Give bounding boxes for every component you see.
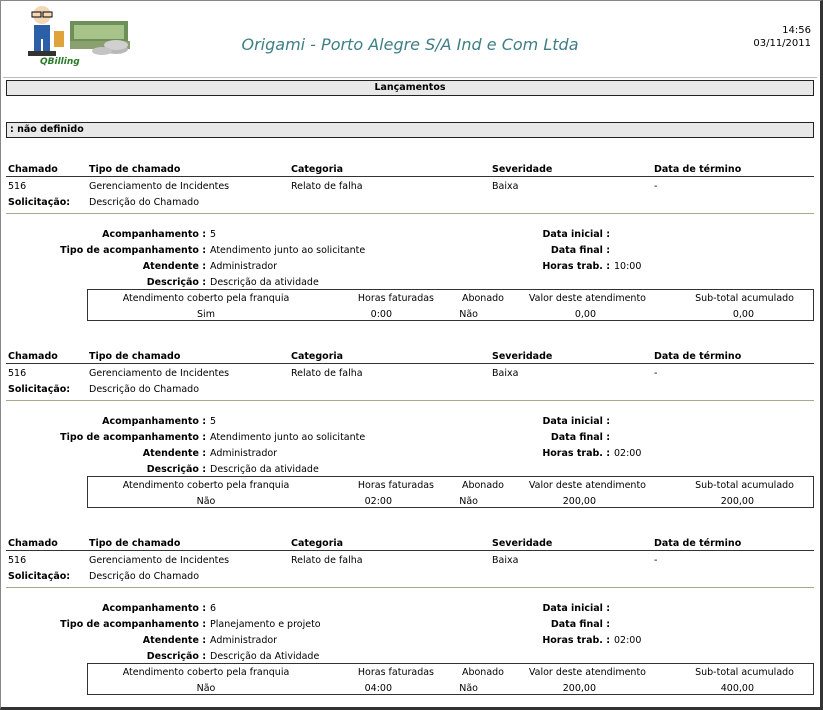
qbilling-logo (20, 5, 138, 69)
atendente-label: Atendente : (142, 448, 206, 459)
company-name: Origami - Porto Alegre S/A Ind e Com Ltda (241, 35, 579, 54)
coberto-value: Sim (197, 309, 215, 320)
data-termino-value: - (654, 181, 658, 192)
data-inicial-label: Data inicial : (542, 416, 610, 427)
col-chamado: Chamado (8, 351, 58, 362)
abonado-value: Não (459, 309, 478, 320)
categoria-value: Relato de falha (291, 368, 363, 379)
categoria-value: Relato de falha (291, 181, 363, 192)
data-final-label: Data final : (550, 245, 610, 256)
horas-trab-value: 02:00 (614, 448, 642, 459)
acompanhamento-value: 5 (210, 416, 217, 427)
tipo-chamado-value: Gerenciamento de Incidentes (89, 181, 230, 192)
report-time: 14:56 (782, 25, 811, 36)
subtotal-header: Sub-total acumulado (695, 667, 794, 678)
horas-faturadas-value: 04:00 (364, 683, 392, 694)
col-severidade: Severidade (492, 538, 553, 549)
data-final-label: Data final : (550, 619, 610, 630)
subtotal-value: 400,00 (720, 683, 754, 694)
abonado-header: Abonado (461, 667, 504, 678)
atendente-label: Atendente : (142, 635, 206, 646)
tipo-acompanhamento-label: Tipo de acompanhamento : (60, 619, 206, 630)
chamado-value: 516 (8, 368, 27, 379)
data-termino-value: - (654, 555, 658, 566)
billing-summary-box (87, 289, 814, 321)
coberto-value: Não (196, 496, 216, 507)
horas-trab-value: 02:00 (614, 635, 642, 646)
data-final-label: Data final : (550, 432, 610, 443)
report-date: 03/11/2011 (753, 38, 811, 49)
solicitacao-label: Solicitação: (8, 197, 71, 208)
acompanhamento-label: Acompanhamento : (102, 229, 206, 240)
acompanhamento-label: Acompanhamento : (102, 416, 206, 427)
valor-value: 200,00 (562, 496, 596, 507)
group-title: : não definido (6, 122, 814, 138)
abonado-value: Não (459, 683, 478, 694)
col-data-termino: Data de término (654, 351, 742, 362)
atendente-value: Administrador (210, 261, 278, 272)
horas-faturadas-header: Horas faturadas (357, 480, 434, 491)
subtotal-value: 0,00 (732, 309, 754, 320)
atendente-label: Atendente : (142, 261, 206, 272)
tipo-chamado-value: Gerenciamento de Incidentes (89, 368, 230, 379)
horas-trab-label: Horas trab. : (542, 635, 610, 646)
col-data-termino: Data de término (654, 164, 742, 175)
acompanhamento-label: Acompanhamento : (102, 603, 206, 614)
data-inicial-label: Data inicial : (542, 603, 610, 614)
solicitacao-label: Solicitação: (8, 384, 71, 395)
valor-value: 0,00 (574, 309, 596, 320)
valor-value: 200,00 (562, 683, 596, 694)
atendente-value: Administrador (210, 635, 278, 646)
tipo-acompanhamento-label: Tipo de acompanhamento : (60, 432, 206, 443)
valor-header: Valor deste atendimento (528, 480, 646, 491)
col-categoria: Categoria (291, 538, 344, 549)
descricao-label: Descrição : (146, 464, 206, 475)
chamado-value: 516 (8, 555, 27, 566)
report-datetime (753, 24, 811, 50)
record-rule (6, 587, 814, 588)
record-rule (6, 400, 814, 401)
abonado-header: Abonado (461, 480, 504, 491)
col-chamado: Chamado (8, 164, 58, 175)
acompanhamento-value: 6 (210, 603, 217, 614)
acompanhamento-value: 5 (210, 229, 217, 240)
col-severidade: Severidade (492, 351, 553, 362)
section-title: Lançamentos (6, 80, 814, 96)
descricao-label: Descrição : (146, 277, 206, 288)
coberto-value: Não (196, 683, 216, 694)
col-tipo-chamado: Tipo de chamado (89, 164, 181, 175)
abonado-value: Não (459, 496, 478, 507)
tipo-acompanhamento-label: Tipo de acompanhamento : (60, 245, 206, 256)
solicitacao-value: Descrição do Chamado (89, 197, 200, 208)
solicitacao-value: Descrição do Chamado (89, 571, 200, 582)
col-chamado: Chamado (8, 538, 58, 549)
subtotal-header: Sub-total acumulado (695, 480, 794, 491)
logo-text: QBilling (40, 57, 80, 67)
descricao-value: Descrição da atividade (210, 464, 319, 475)
chamado-value: 516 (8, 181, 27, 192)
horas-trab-label: Horas trab. : (542, 261, 610, 272)
atendente-value: Administrador (210, 448, 278, 459)
col-data-termino: Data de término (654, 538, 742, 549)
severidade-value: Baixa (492, 555, 519, 566)
col-categoria: Categoria (291, 164, 344, 175)
abonado-header: Abonado (461, 293, 504, 304)
tipo-acompanhamento-value: Planejamento e projeto (210, 619, 321, 630)
descricao-value: Descrição da Atividade (210, 651, 320, 662)
horas-trab-value: 10:00 (614, 261, 642, 272)
horas-faturadas-header: Horas faturadas (357, 293, 434, 304)
tipo-chamado-value: Gerenciamento de Incidentes (89, 555, 230, 566)
descricao-label: Descrição : (146, 651, 206, 662)
data-termino-value: - (654, 368, 658, 379)
horas-faturadas-value: 0:00 (370, 309, 392, 320)
severidade-value: Baixa (492, 368, 519, 379)
col-tipo-chamado: Tipo de chamado (89, 538, 181, 549)
billing-summary-box (87, 476, 814, 508)
descricao-value: Descrição da atividade (210, 277, 319, 288)
solicitacao-label: Solicitação: (8, 571, 71, 582)
col-categoria: Categoria (291, 351, 344, 362)
coberto-header: Atendimento coberto pela franquia (122, 667, 290, 678)
tipo-acompanhamento-value: Atendimento junto ao solicitante (210, 245, 366, 256)
valor-header: Valor deste atendimento (528, 293, 646, 304)
horas-faturadas-value: 02:00 (364, 496, 392, 507)
header-rule (6, 176, 814, 177)
coberto-header: Atendimento coberto pela franquia (122, 480, 290, 491)
horas-faturadas-header: Horas faturadas (357, 667, 434, 678)
tipo-acompanhamento-value: Atendimento junto ao solicitante (210, 432, 366, 443)
categoria-value: Relato de falha (291, 555, 363, 566)
data-inicial-label: Data inicial : (542, 229, 610, 240)
subtotal-value: 200,00 (720, 496, 754, 507)
subtotal-header: Sub-total acumulado (695, 293, 794, 304)
header-rule (6, 550, 814, 551)
header-divider (3, 77, 817, 78)
col-tipo-chamado: Tipo de chamado (89, 351, 181, 362)
billing-summary-box (87, 663, 814, 695)
header-rule (6, 363, 814, 364)
col-severidade: Severidade (492, 164, 553, 175)
solicitacao-value: Descrição do Chamado (89, 384, 200, 395)
record-rule (6, 213, 814, 214)
severidade-value: Baixa (492, 181, 519, 192)
coberto-header: Atendimento coberto pela franquia (122, 293, 290, 304)
valor-header: Valor deste atendimento (528, 667, 646, 678)
horas-trab-label: Horas trab. : (542, 448, 610, 459)
